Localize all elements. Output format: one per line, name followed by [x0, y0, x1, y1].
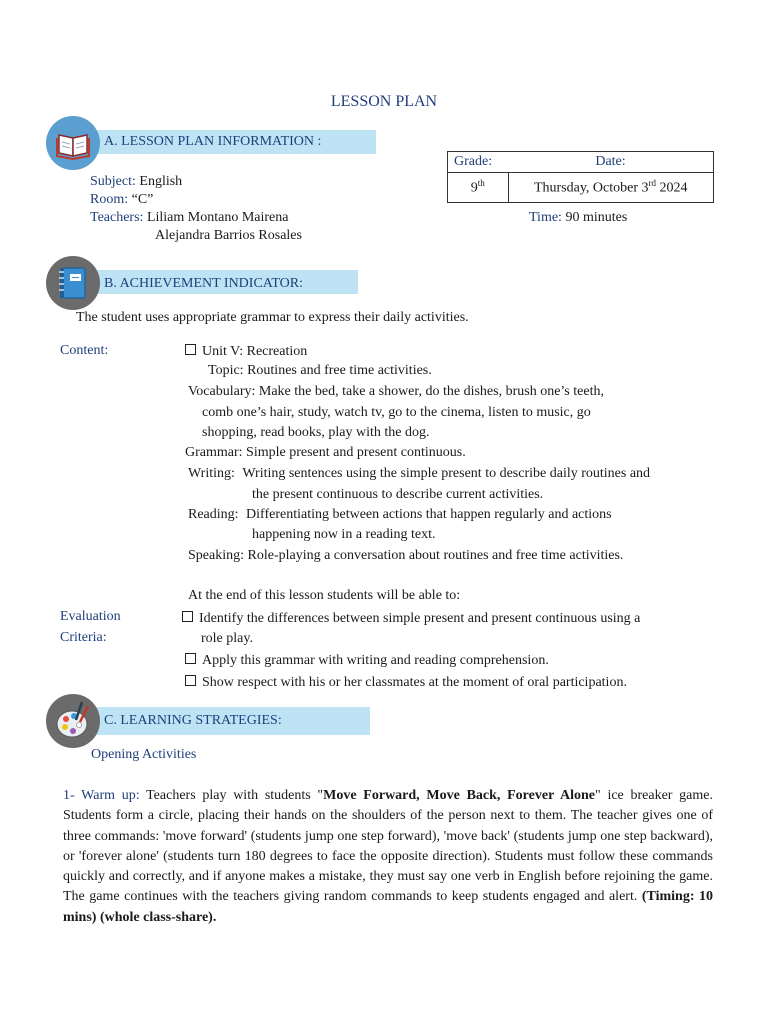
time-line [529, 208, 627, 228]
speaking-value: Role-playing a conversation about routines and free time activities. [247, 548, 624, 563]
checkbox-icon [185, 344, 196, 355]
grade-value-cell [448, 173, 509, 203]
grade-value: 9 [470, 180, 478, 196]
criteria-2-text: Apply this grammar with writing and reading comprehension. [202, 653, 549, 668]
teacher-2: Alejandra Barrios Rosales [155, 228, 302, 243]
writing-label: Writing: [188, 466, 235, 481]
grade-sup: th [477, 178, 485, 188]
opening-activities: Opening Activities [91, 747, 197, 762]
warm-up-game-name: Move Forward, Move Back, Forever Alone [323, 788, 595, 803]
vocab-text-1: Make the bed, take a shower, do the dishes, brush one’s teeth, [258, 384, 604, 399]
speaking-label: Speaking: [188, 548, 244, 563]
reading-text-1: Differentiating between actions that happen regularly and actions [246, 507, 612, 522]
room-value: “C” [131, 192, 154, 207]
warm-up-text-2: " ice breaker game. Students form a circle, placing their hands on the shoulders of the person next to them. The teacher gives one of three commands: 'move forward' (students jump one step forward), 'move back' (students jump one step backward), or 'forever alone' (students turn 180 degrees to face the opposite direction). Students must follow these commands quickly and correctly, and if anyone makes a mistake, they must say one verb in English before rejoining the game. The game continues with the teachers giving random commands to keep students engaged and alert. [63, 788, 713, 905]
vocab-label: Vocabulary: [188, 384, 256, 399]
time-label: Time: [529, 210, 562, 225]
unit-value: Recreation [246, 344, 308, 359]
content-label: Content: [60, 343, 109, 358]
topic-value: Routines and free time activities. [247, 363, 432, 378]
criteria-1-line-1 [182, 609, 640, 629]
warm-up-timing: (Timing: 10 mins) (whole class-share). [63, 889, 714, 925]
book-icon [46, 116, 100, 170]
date-value: Thursday, October 3 [533, 180, 649, 196]
checkbox-icon [182, 611, 193, 622]
grammar-label: Grammar: [185, 445, 243, 460]
section-b-heading: B. ACHIEVEMENT INDICATOR: [104, 276, 303, 291]
criteria-3 [185, 673, 627, 693]
checkbox-icon [185, 675, 196, 686]
room-label: Room: [90, 192, 129, 207]
warm-up-label: 1- Warm up: [63, 788, 140, 803]
subject-line [90, 172, 182, 192]
teachers-label: Teachers: [90, 210, 144, 225]
achievement-indicator: The student uses appropriate grammar to express their daily activities. [76, 310, 469, 325]
section-a-heading: A. LESSON PLAN INFORMATION : [104, 134, 322, 149]
teacher-1: Liliam Montano Mairena [146, 210, 289, 225]
date-value-cell [508, 173, 714, 203]
grade-label: Grade: [448, 152, 509, 173]
topic-line [208, 361, 432, 381]
evaluation-label-2: Criteria: [60, 630, 107, 645]
reading-label: Reading: [188, 507, 239, 522]
vocab-line-1 [188, 382, 604, 402]
unit-line [185, 342, 307, 362]
subject-label: Subject: [90, 174, 136, 189]
vocab-line-3: shopping, read books, play with the dog. [202, 425, 430, 440]
grammar-value: Simple present and present continuous. [246, 445, 466, 460]
date-sup: rd [648, 178, 657, 189]
grammar-line [185, 443, 466, 463]
vocab-line-2: comb one’s hair, study, watch tv, go to the cinema, listen to music, go [202, 405, 591, 420]
palette-icon [46, 694, 100, 748]
reading-line-1 [188, 505, 612, 525]
notebook-icon [46, 256, 100, 310]
evaluation-label-1: Evaluation [60, 609, 121, 624]
book-icon-circle [46, 116, 100, 170]
warm-up-paragraph [63, 786, 713, 928]
teachers-line [90, 208, 288, 228]
criteria-1-text: Identify the differences between simple present and present continuous using a [199, 611, 641, 626]
evaluation-intro: At the end of this lesson students will be able to: [188, 588, 461, 603]
grade-date-table [447, 151, 714, 203]
palette-icon-circle [46, 694, 100, 748]
unit-label: Unit V: [202, 344, 244, 359]
warm-up-text-1: Teachers play with students " [139, 788, 324, 803]
date-year: 2024 [656, 180, 688, 196]
criteria-3-text: Show respect with his or her classmates at the moment of oral participation. [202, 675, 627, 690]
criteria-1-line-2: role play. [201, 631, 253, 646]
writing-text-1: Writing sentences using the simple present to describe daily routines and [242, 466, 651, 481]
page-title: LESSON PLAN [330, 93, 438, 110]
writing-line-2: the present continuous to describe current activities. [252, 487, 544, 502]
section-c-heading: C. LEARNING STRATEGIES: [104, 713, 282, 728]
room-line [90, 190, 153, 210]
writing-line-1 [188, 464, 650, 484]
reading-line-2: happening now in a reading text. [252, 527, 436, 542]
checkbox-icon [185, 653, 196, 664]
time-value: 90 minutes [565, 210, 628, 225]
speaking-line [188, 546, 623, 566]
subject-value: English [139, 174, 183, 189]
criteria-2 [185, 651, 549, 671]
notebook-icon-circle [46, 256, 100, 310]
topic-label: Topic: [208, 363, 244, 378]
date-label: Date: [508, 152, 714, 173]
